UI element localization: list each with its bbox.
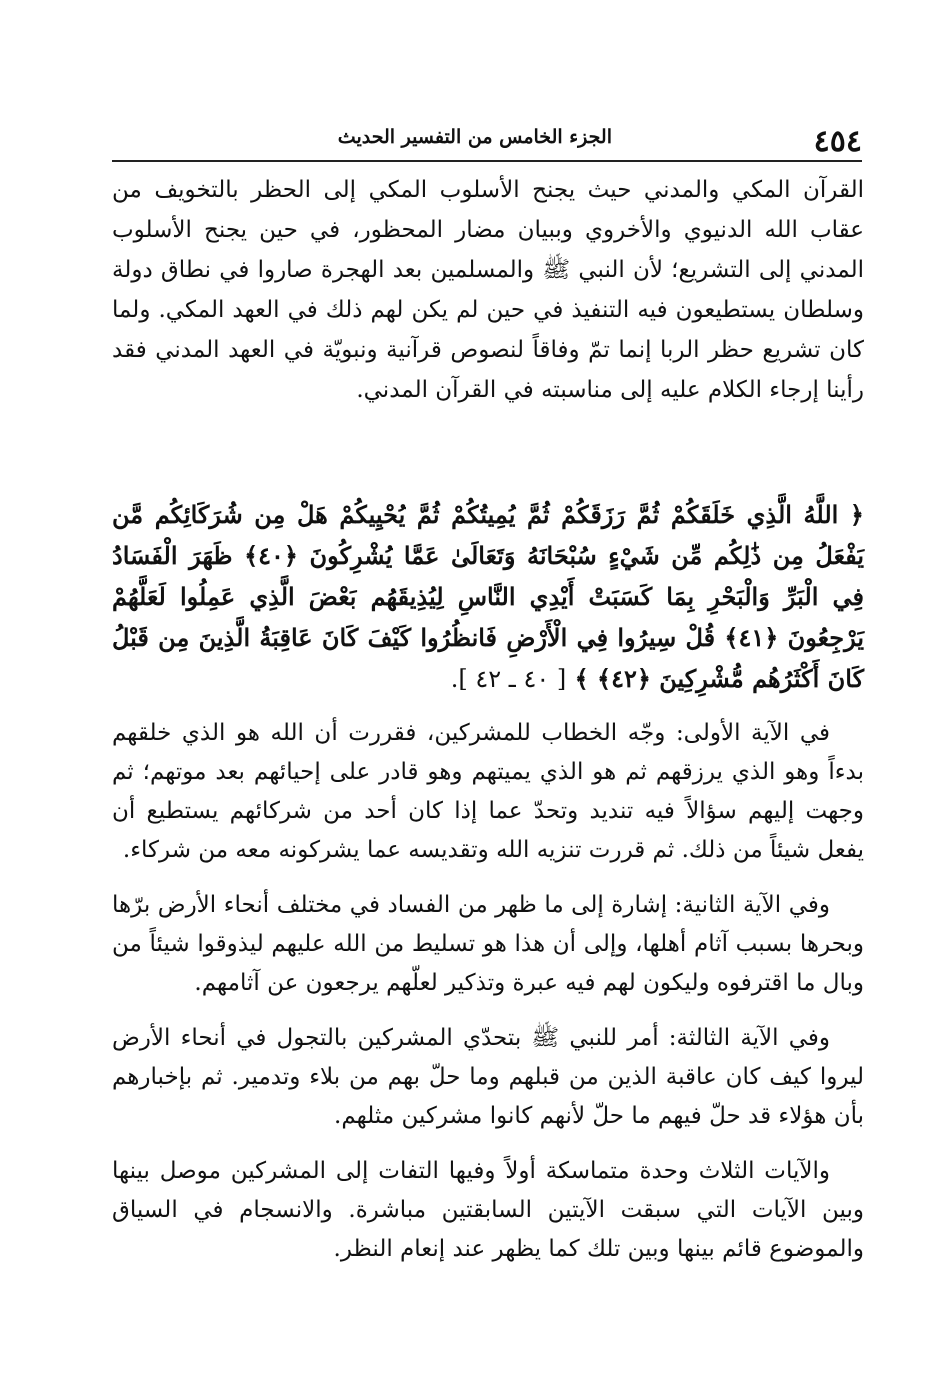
- commentary-paragraph-4: والآيات الثلاث وحدة متماسكة أولاً وفيها التفات إلى المشركين موصل بينها وبين الآيات التي سبقت الآيتين السابقتين مباشرة. والانسجام في السياق والموضوع قائم بينها وبين تلك كما يظهر عند إنعام النظر.: [112, 1158, 864, 1262]
- quran-verse-block: [112, 494, 864, 700]
- quran-verse-text: ﴿ اللَّهُ الَّذِي خَلَقَكُمْ ثُمَّ رَزَقَكُمْ ثُمَّ يُمِيتُكُمْ ثُمَّ يُحْيِيكُمْ هَلْ مِن شُرَكَائِكُم مَّن يَفْعَلُ مِن ذَٰلِكُم مِّن شَيْءٍ سُبْحَانَهُ وَتَعَالَىٰ عَمَّا يُشْرِكُونَ ﴿٤٠﴾ ظَهَرَ الْفَسَادُ فِي الْبَرِّ وَالْبَحْرِ بِمَا كَسَبَتْ أَيْدِي النَّاسِ لِيُذِيقَهُم بَعْضَ الَّذِي عَمِلُوا لَعَلَّهُمْ يَرْجِعُونَ ﴿٤١﴾ قُلْ سِيرُوا فِي الْأَرْضِ فَانظُرُوا كَيْفَ كَانَ عَاقِبَةُ الَّذِينَ مِن قَبْلُ كَانَ أَكْثَرُهُم مُّشْرِكِينَ ﴿٤٢﴾ ﴾: [112, 500, 864, 693]
- page-number: ٤٥٤: [813, 124, 862, 159]
- commentary-paragraph-2: وفي الآية الثانية: إشارة إلى ما ظهر من الفساد في مختلف أنحاء الأرض برّها وبحرها بسبب آثام أهلها، وإلى أن هذا هو تسليط من الله عليهم ليذوقوا شيئاً من وبال ما اقترفوه وليكون لهم فيه عبرة وتذكير لعلّهم يرجعون عن آثامهم.: [112, 892, 864, 996]
- intro-paragraph: القرآن المكي والمدني حيث يجنح الأسلوب المكي إلى الحظر بالتخويف من عقاب الله الدنيوي والأخروي وببيان مضار المحظور، في حين يجنح الأسلوب المدني إلى التشريع؛ لأن النبي ﷺ والمسلمين بعد الهجرة صاروا في نطاق دولة وسلطان يستطيعون فيه التنفيذ في حين لم يكن لهم ذلك في العهد المكي. ولما كان تشريع حظر الربا إنما تمّ وفاقاً لنصوص قرآنية ونبويّة في العهد المدني فقد رأينا إرجاء الكلام عليه إلى مناسبته في القرآن المدني.: [112, 177, 864, 403]
- commentary-paragraph-1: في الآية الأولى: وجّه الخطاب للمشركين، فقررت أن الله هو الذي خلقهم بدءاً وهو الذي يرزقهم ثم هو الذي يميتهم وهو قادر على إحيائهم بعد موتهم؛ ثم وجهت إليهم سؤالاً فيه تنديد وتحدّ عما إذا كان أحد من شركائهم يستطيع أن يفعل شيئاً من ذلك. ثم قررت تنزيه الله وتقديسه عما يشركونه معه من شركاء.: [112, 720, 864, 863]
- header-divider: [112, 160, 862, 162]
- verse-reference: [ ٤٠ ـ ٤٢ ].: [450, 665, 567, 693]
- commentary-paragraph-3: وفي الآية الثالثة: أمر للنبي ﷺ بتحدّي المشركين بالتجول في أنحاء الأرض ليروا كيف كان عاقبة الذين من قبلهم وما حلّ بهم من بلاء وتدمير. ثم بإخبارهم بأن هؤلاء قد حلّ فيهم ما حلّ لأنهم كانوا مشركين مثلهم.: [112, 1025, 864, 1129]
- page-header: [112, 118, 862, 162]
- running-title: الجزء الخامس من التفسير الحديث: [337, 126, 612, 148]
- page-body: [112, 170, 864, 1269]
